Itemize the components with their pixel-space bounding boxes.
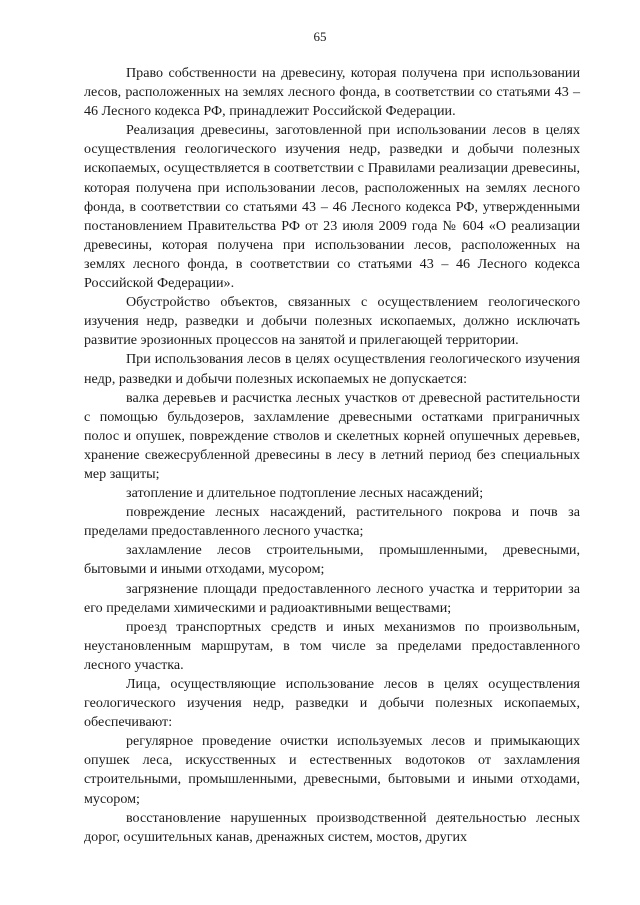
list-item-littering: захламление лесов строительными, промышленными, древесными, бытовыми и иными отходами, мусором; <box>84 542 580 578</box>
list-item-vehicles: проезд транспортных средств и иных механизмов по произвольным, неустановленным маршрутам, в том числе за пределами предоставленного лесного участка. <box>84 618 580 673</box>
list-item-cleaning: регулярное проведение очистки используемых лесов и примыкающих опушек леса, искусственных и естественных водотоков от захламления строительными, промышленными, древесными, бытовыми и иными отходами, мусором; <box>84 733 580 807</box>
list-item-felling: валка деревьев и расчистка лесных участков от древесной растительности с помощью бульдозеров, захламление древесными остатками приграничных полос и опушек, повреждение стволов и скелетных корней опушечных деревьев, хранение свежесрубленной древесины в лесу в летний период без специальных мер защиты; <box>84 389 580 482</box>
list-item-damage: повреждение лесных насаждений, растительного покрова и почв за пределами предоставленного лесного участка; <box>84 504 580 540</box>
list-item-flooding: затопление и длительное подтопление лесных насаждений; <box>126 485 484 502</box>
paragraph-timber-sale: Реализация древесины, заготовленной при использовании лесов в целях осуществления геологического изучения недр, разведки и добычи полезных ископаемых, осуществляется в соответствии с Правилами реализации древесины, которая получена при использовании лесов, расположенных на землях лесного фонда, в соответствии со статьями 43 – 46 Лесного кодекса РФ, утвержденными постановлением Правительства РФ от 23 июля 2009 года № 604 «О реализации древесины, которая получена при использовании лесов, расположенных на землях лесного фонда, в соответствии со статьями 43 – 46 Лесного кодекса Российской Федерации». <box>84 122 580 292</box>
page-number: 65 <box>313 29 327 44</box>
paragraph-facilities: Обустройство объектов, связанных с осуществлением геологического изучения недр, разведки и добычи полезных ископаемых, должно исключать развитие эрозионных процессов на занятой и прилегающей территории. <box>84 294 580 349</box>
paragraph-obligations-intro: Лица, осуществляющие использование лесов в целях осуществления геологического изучения недр, разведки и добычи полезных ископаемых, обеспечивают: <box>84 676 580 731</box>
document-body <box>84 0 580 847</box>
list-item-pollution: загрязнение площади предоставленного лесного участка и территории за его пределами химическими и радиоактивными веществами; <box>84 580 580 616</box>
paragraph-prohibitions-intro: При использования лесов в целях осуществления геологического изучения недр, разведки и добычи полезных ископаемых не допускается: <box>84 351 580 387</box>
paragraph-ownership: Право собственности на древесину, которая получена при использовании лесов, расположенных на землях лесного фонда, в соответствии со статьями 43 – 46 Лесного кодекса РФ, принадлежит Российской Федерации. <box>84 65 580 120</box>
list-item-restoration: восстановление нарушенных производственной деятельностью лесных дорог, осушительных канав, дренажных систем, мостов, других <box>84 809 580 845</box>
